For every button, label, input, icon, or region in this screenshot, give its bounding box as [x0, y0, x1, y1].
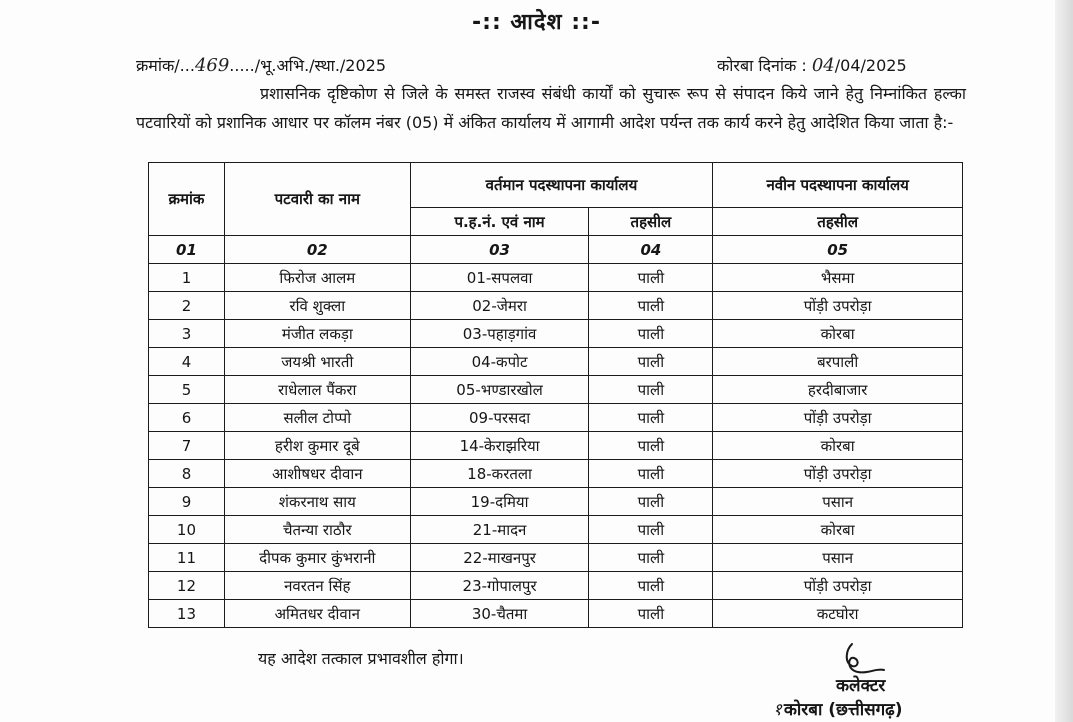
row-current-tehsil: पाली — [589, 460, 713, 488]
column-number: 04 — [589, 236, 713, 264]
row-patwari-name: अमितधर दीवान — [224, 600, 410, 628]
row-new-tehsil: कटघोरा — [713, 600, 963, 628]
table-row — [149, 376, 963, 404]
row-new-tehsil: कोरबा — [713, 432, 963, 460]
row-serial: 9 — [149, 488, 225, 516]
row-halka: 01-सपलवा — [410, 264, 589, 292]
header-serial: क्रमांक — [149, 163, 225, 236]
row-new-tehsil: पोंड़ी उपरोड़ा — [713, 404, 963, 432]
header-tehsil-current: तहसील — [589, 208, 713, 236]
table-row — [149, 264, 963, 292]
table-row — [149, 600, 963, 628]
table-row — [149, 320, 963, 348]
effect-note: यह आदेश तत्काल प्रभावशील होगा। — [258, 649, 464, 668]
row-halka: 22-माखनपुर — [410, 544, 589, 572]
row-new-tehsil: पसान — [713, 544, 963, 572]
row-serial: 7 — [149, 432, 225, 460]
district-mark: १ — [773, 700, 782, 720]
order-date-handwritten: 04 — [811, 55, 835, 76]
row-patwari-name: हरीश कुमार दूबे — [224, 432, 410, 460]
row-halka: 18-करतला — [410, 460, 589, 488]
row-patwari-name: दीपक कुमार कुंभरानी — [224, 544, 410, 572]
header-patwari-name: पटवारी का नाम — [224, 163, 410, 236]
row-new-tehsil: पोंड़ी उपरोड़ा — [713, 292, 963, 320]
column-number: 03 — [410, 236, 589, 264]
row-patwari-name: शंकरनाथ साय — [224, 488, 410, 516]
table-row — [149, 292, 963, 320]
row-new-tehsil: भैसमा — [713, 264, 963, 292]
row-patwari-name: फिरोज आलम — [224, 264, 410, 292]
row-patwari-name: जयश्री भारती — [224, 348, 410, 376]
district-name: कोरबा (छत्तीसगढ़) — [783, 700, 903, 720]
row-patwari-name: आशीषधर दीवान — [224, 460, 410, 488]
column-number-row — [149, 236, 963, 264]
row-current-tehsil: पाली — [589, 544, 713, 572]
row-current-tehsil: पाली — [589, 600, 713, 628]
row-halka: 03-पहाड़गांव — [410, 320, 589, 348]
order-paragraph: प्रशासनिक दृष्टिकोण से जिले के समस्त राजस्व संबंधी कार्यों को सुचारू रूप से संपादन किये जाने हेतु निम्नांकित हल्का पटवारियों को प्रशानिक आधार पर कॉलम नंबर (05) में अंकित कार्यालय में आगामी आदेश पर्यन्त तक कार्य करने हेतु आदेशित किया जाता है:- — [136, 84, 966, 132]
row-current-tehsil: पाली — [589, 432, 713, 460]
header-halka: प.ह.नं. एवं नाम — [410, 208, 589, 236]
row-serial: 4 — [149, 348, 225, 376]
row-current-tehsil: पाली — [589, 264, 713, 292]
order-number — [136, 54, 386, 76]
row-patwari-name: सलील टोप्पो — [224, 404, 410, 432]
signature-district — [773, 697, 903, 720]
row-new-tehsil: बरपाली — [713, 348, 963, 376]
table-row — [149, 544, 963, 572]
order-number-prefix: क्रमांक/... — [136, 56, 195, 75]
row-serial: 11 — [149, 544, 225, 572]
document-title: -:: आदेश ::- — [472, 10, 601, 35]
order-date-prefix: कोरबा दिनांक : — [717, 56, 812, 75]
row-new-tehsil: कोरबा — [713, 320, 963, 348]
transfer-table — [148, 162, 963, 628]
order-date — [717, 54, 907, 76]
order-number-handwritten: 469 — [194, 55, 230, 76]
column-number: 02 — [224, 236, 410, 264]
header-new-posting: नवीन पदस्थापना कार्यालय — [713, 163, 963, 208]
table-row — [149, 432, 963, 460]
row-patwari-name: मंजीत लकड़ा — [224, 320, 410, 348]
row-new-tehsil: कोरबा — [713, 516, 963, 544]
row-halka: 21-मादन — [410, 516, 589, 544]
row-serial: 3 — [149, 320, 225, 348]
row-new-tehsil: पोंड़ी उपरोड़ा — [713, 572, 963, 600]
row-halka: 19-दमिया — [410, 488, 589, 516]
row-halka: 23-गोपालपुर — [410, 572, 589, 600]
row-serial: 13 — [149, 600, 225, 628]
row-serial: 6 — [149, 404, 225, 432]
row-current-tehsil: पाली — [589, 516, 713, 544]
row-new-tehsil: हरदीबाजार — [713, 376, 963, 404]
row-serial: 12 — [149, 572, 225, 600]
column-number: 01 — [149, 236, 225, 264]
row-patwari-name: राधेलाल पैंकरा — [224, 376, 410, 404]
row-current-tehsil: पाली — [589, 292, 713, 320]
header-tehsil-new: तहसील — [713, 208, 963, 236]
row-current-tehsil: पाली — [589, 348, 713, 376]
row-halka: 14-केराझरिया — [410, 432, 589, 460]
page-edge-shadow — [1055, 0, 1073, 722]
signature-designation: कलेक्टर — [836, 676, 886, 696]
row-new-tehsil: पोंड़ी उपरोड़ा — [713, 460, 963, 488]
row-patwari-name: नवरतन सिंह — [224, 572, 410, 600]
table-row — [149, 460, 963, 488]
order-date-suffix: /04/2025 — [834, 56, 907, 75]
row-new-tehsil: पसान — [713, 488, 963, 516]
row-current-tehsil: पाली — [589, 376, 713, 404]
table-row — [149, 488, 963, 516]
order-number-suffix: ...../भू.अभि./स्था./2025 — [229, 56, 387, 75]
table-body — [149, 236, 963, 628]
row-halka: 30-चैतमा — [410, 600, 589, 628]
row-halka: 09-परसदा — [410, 404, 589, 432]
row-halka: 05-भण्डारखोल — [410, 376, 589, 404]
table-row — [149, 404, 963, 432]
column-number: 05 — [713, 236, 963, 264]
row-serial: 10 — [149, 516, 225, 544]
header-current-posting: वर्तमान पदस्थापना कार्यालय — [410, 163, 713, 208]
row-serial: 1 — [149, 264, 225, 292]
table-row — [149, 516, 963, 544]
row-serial: 8 — [149, 460, 225, 488]
row-serial: 5 — [149, 376, 225, 404]
row-current-tehsil: पाली — [589, 488, 713, 516]
table-row — [149, 348, 963, 376]
row-serial: 2 — [149, 292, 225, 320]
row-halka: 02-जेमरा — [410, 292, 589, 320]
row-current-tehsil: पाली — [589, 572, 713, 600]
row-current-tehsil: पाली — [589, 404, 713, 432]
table-row — [149, 572, 963, 600]
row-patwari-name: रवि शुक्ला — [224, 292, 410, 320]
row-current-tehsil: पाली — [589, 320, 713, 348]
row-halka: 04-कपोट — [410, 348, 589, 376]
row-patwari-name: चैतन्या राठौर — [224, 516, 410, 544]
